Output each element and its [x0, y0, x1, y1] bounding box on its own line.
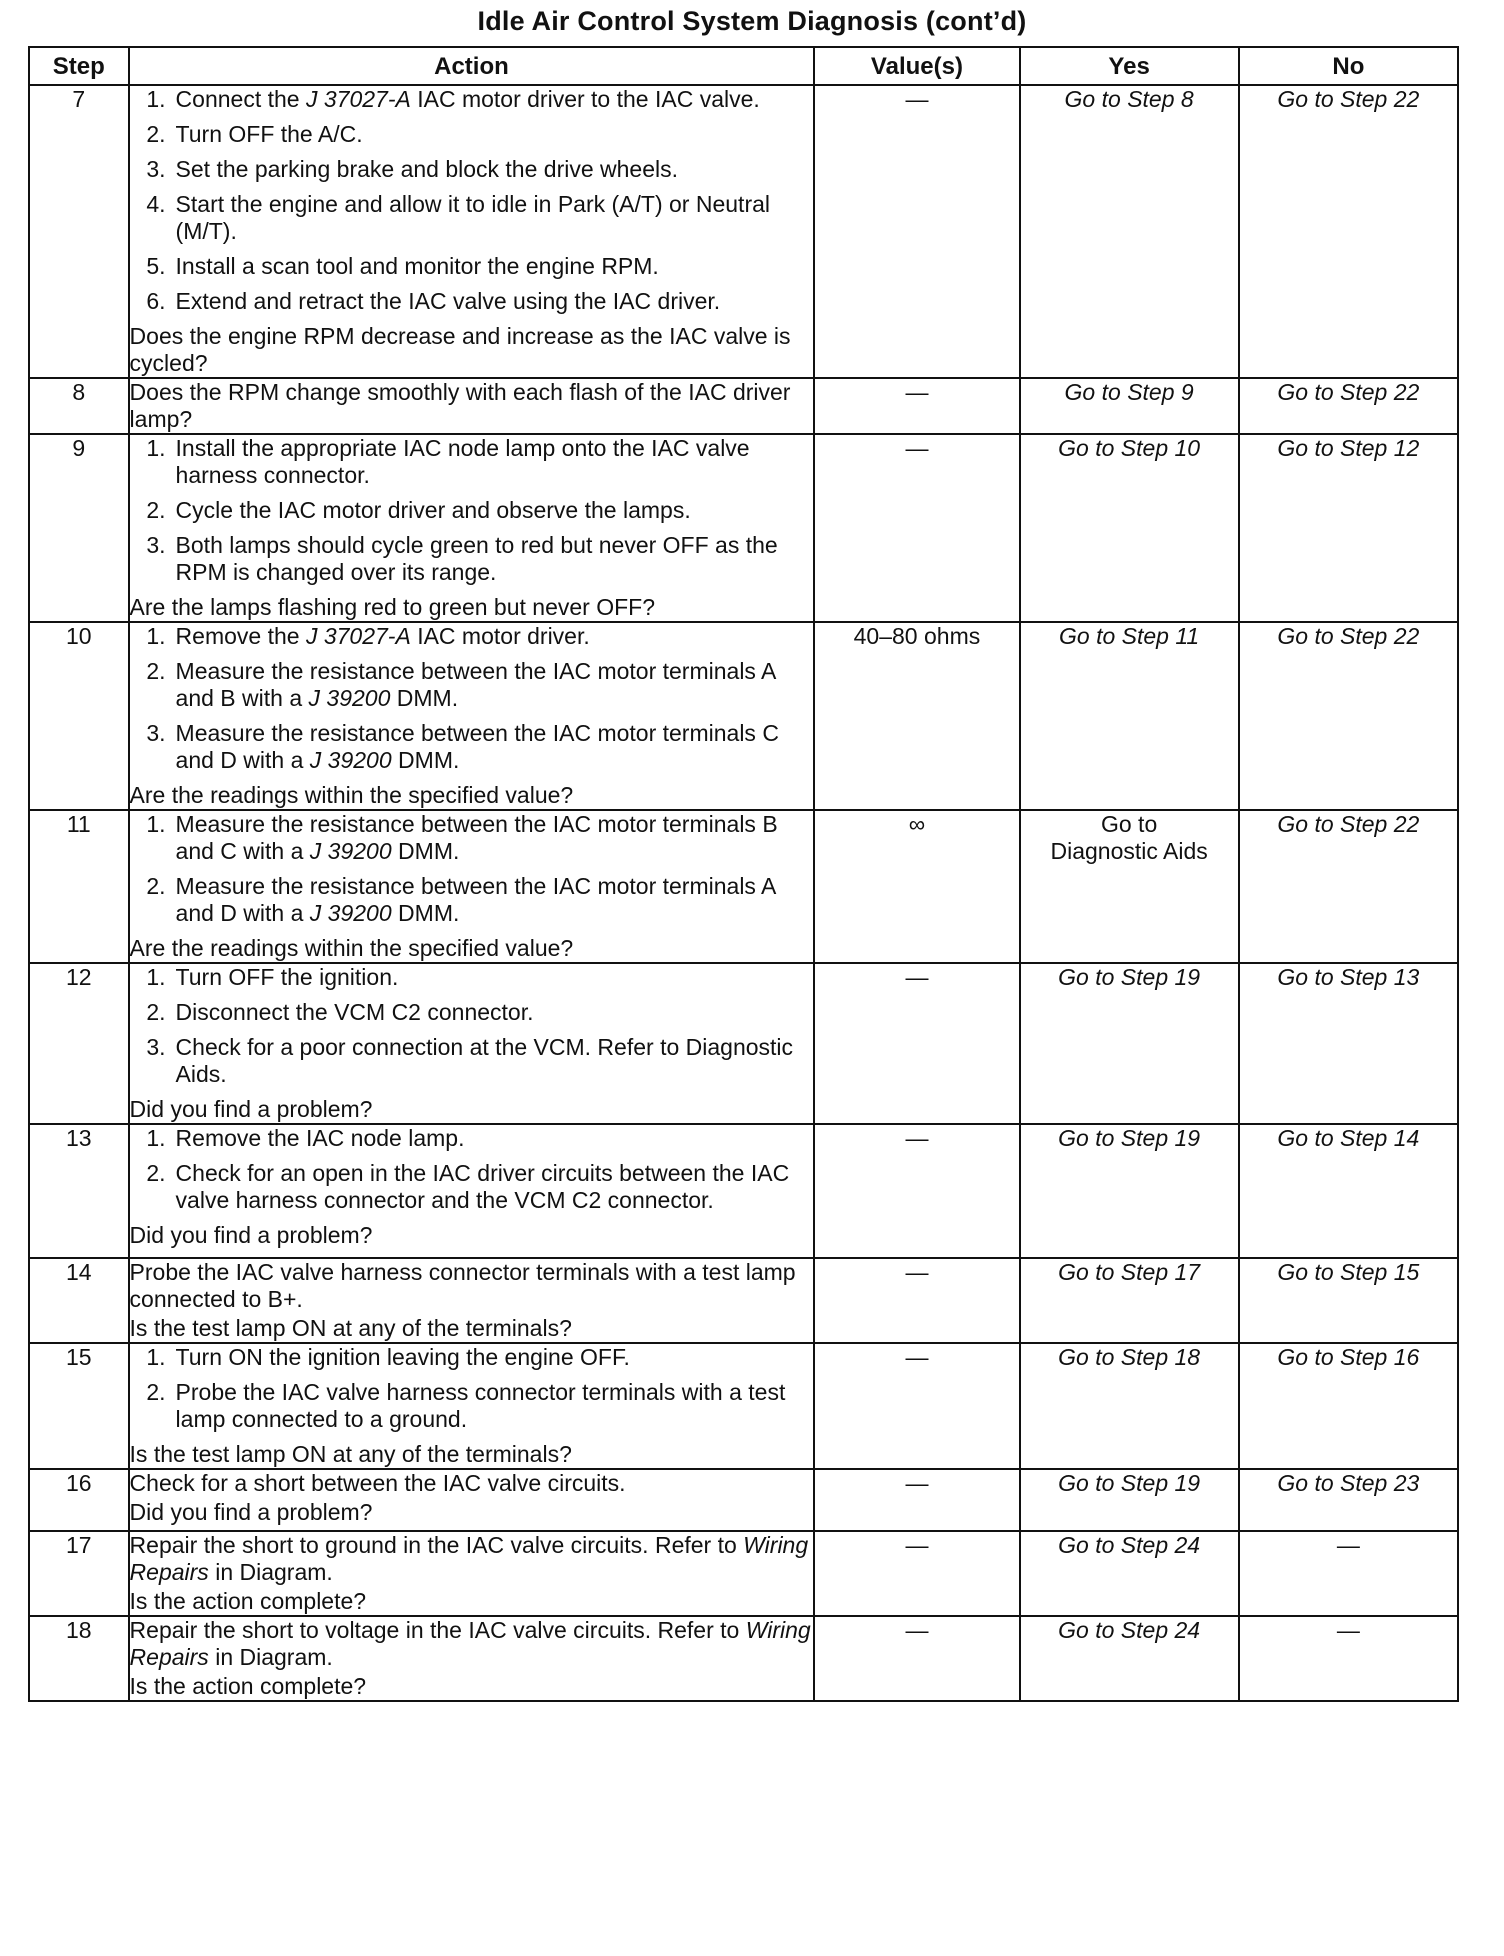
table-row	[29, 1258, 1458, 1343]
action-step-number: 1.	[146, 623, 166, 649]
step-number: 15	[29, 1343, 129, 1469]
action-step-item	[130, 532, 814, 586]
action-steps-list	[130, 1125, 814, 1214]
action-step-item	[130, 86, 814, 113]
tool-reference: J 39200	[309, 747, 392, 773]
yes-cell: Go to Step 10	[1020, 434, 1239, 622]
header-action: Action	[129, 47, 815, 85]
value-cell: —	[814, 1258, 1019, 1343]
table-row	[29, 810, 1458, 963]
action-step-item	[130, 999, 814, 1026]
action-step-number: 3.	[146, 1034, 166, 1060]
tool-reference: J 37027-A	[305, 623, 411, 649]
step-number: 11	[29, 810, 129, 963]
action-step-text: Check for a poor connection at the VCM. Refer to Diagnostic Aids.	[175, 1034, 794, 1087]
step-number: 12	[29, 963, 129, 1124]
action-step-item	[130, 811, 814, 865]
step-number: 17	[29, 1531, 129, 1616]
no-cell: Go to Step 15	[1239, 1258, 1458, 1343]
value-cell: —	[814, 1124, 1019, 1258]
value-cell: ∞	[814, 810, 1019, 963]
tool-reference: Wiring Repairs	[129, 1532, 809, 1585]
action-step-text: Turn ON the ignition leaving the engine OFF.	[175, 1344, 630, 1370]
no-cell: Go to Step 23	[1239, 1469, 1458, 1531]
no-cell: Go to Step 13	[1239, 963, 1458, 1124]
table-header-row	[29, 47, 1458, 85]
yes-cell: Go to Step 19	[1020, 1469, 1239, 1531]
action-steps-list	[130, 86, 814, 315]
action-question: Is the test lamp ON at any of the terminals?	[129, 1315, 572, 1341]
action-cell	[129, 963, 815, 1124]
yes-cell: Go to Step 24	[1020, 1531, 1239, 1616]
action-cell	[129, 1616, 815, 1701]
table-row	[29, 622, 1458, 810]
action-step-item	[130, 497, 814, 524]
action-step-item	[130, 1125, 814, 1152]
action-step-text: Measure the resistance between the IAC motor terminals A and D with a J 39200 DMM.	[175, 873, 776, 926]
action-step-number: 1.	[146, 811, 166, 837]
table-row	[29, 434, 1458, 622]
action-cell	[129, 1258, 815, 1343]
no-cell: —	[1239, 1531, 1458, 1616]
tool-reference: J 39200	[308, 685, 391, 711]
action-step-text: Check for an open in the IAC driver circuits between the IAC valve harness connector and the VCM C2 connector.	[175, 1160, 790, 1213]
step-number: 14	[29, 1258, 129, 1343]
action-step-number: 2.	[146, 1160, 166, 1186]
yes-cell: Go to Step 18	[1020, 1343, 1239, 1469]
action-step-item	[130, 1379, 814, 1433]
action-step-number: 6.	[146, 288, 166, 314]
table-row	[29, 1124, 1458, 1258]
action-question: Are the readings within the specified value?	[129, 935, 574, 961]
action-question: Is the action complete?	[129, 1588, 367, 1614]
tool-reference: Wiring Repairs	[129, 1617, 811, 1670]
action-step-number: 2.	[146, 999, 166, 1025]
value-cell: —	[814, 1616, 1019, 1701]
action-question: Did you find a problem?	[129, 1096, 373, 1122]
action-step-number: 3.	[146, 156, 166, 182]
step-number: 13	[29, 1124, 129, 1258]
action-step-item	[130, 288, 814, 315]
yes-cell: Go to Step 24	[1020, 1616, 1239, 1701]
table-row	[29, 85, 1458, 378]
action-step-text: Set the parking brake and block the drive wheels.	[175, 156, 679, 182]
yes-cell: Go to Step 17	[1020, 1258, 1239, 1343]
no-cell: Go to Step 22	[1239, 85, 1458, 378]
action-step-text: Connect the J 37027-A IAC motor driver to the IAC valve.	[175, 86, 760, 112]
action-step-item	[130, 623, 814, 650]
action-step-number: 4.	[146, 191, 166, 217]
action-step-text: Install a scan tool and monitor the engine RPM.	[175, 253, 659, 279]
action-question: Does the RPM change smoothly with each flash of the IAC driver lamp?	[129, 379, 791, 432]
table-row	[29, 1469, 1458, 1531]
table-row	[29, 1616, 1458, 1701]
action-instruction: Repair the short to voltage in the IAC valve circuits. Refer to Wiring Repairs in Diagram.	[129, 1617, 811, 1670]
action-step-number: 2.	[146, 121, 166, 147]
no-cell: Go to Step 22	[1239, 378, 1458, 434]
tool-reference: J 39200	[309, 838, 392, 864]
action-steps-list	[130, 623, 814, 774]
action-step-item	[130, 253, 814, 280]
action-step-text: Measure the resistance between the IAC motor terminals B and C with a J 39200 DMM.	[175, 811, 778, 864]
action-steps-list	[130, 811, 814, 927]
action-cell	[129, 85, 815, 378]
table-row	[29, 1343, 1458, 1469]
action-step-number: 1.	[146, 435, 166, 461]
action-step-text: Both lamps should cycle green to red but never OFF as the RPM is changed over its range.	[175, 532, 778, 585]
step-number: 10	[29, 622, 129, 810]
action-step-item	[130, 121, 814, 148]
no-cell: —	[1239, 1616, 1458, 1701]
action-steps-list	[130, 964, 814, 1088]
action-cell	[129, 622, 815, 810]
action-cell	[129, 1124, 815, 1258]
diagnosis-table	[28, 46, 1459, 1702]
action-step-number: 2.	[146, 497, 166, 523]
tool-reference: J 37027-A	[305, 86, 411, 112]
action-step-item	[130, 156, 814, 183]
yes-cell: Go to Step 11	[1020, 622, 1239, 810]
action-step-text: Measure the resistance between the IAC motor terminals A and B with a J 39200 DMM.	[175, 658, 776, 711]
header-values: Value(s)	[814, 47, 1019, 85]
action-step-text: Probe the IAC valve harness connector terminals with a test lamp connected to a ground.	[175, 1379, 786, 1432]
table-row	[29, 1531, 1458, 1616]
action-step-text: Install the appropriate IAC node lamp onto the IAC valve harness connector.	[175, 435, 750, 488]
action-step-item	[130, 658, 814, 712]
header-yes: Yes	[1020, 47, 1239, 85]
action-step-number: 1.	[146, 1125, 166, 1151]
step-number: 8	[29, 378, 129, 434]
header-no: No	[1239, 47, 1458, 85]
action-instruction: Repair the short to ground in the IAC valve circuits. Refer to Wiring Repairs in Diagram.	[129, 1532, 809, 1585]
no-cell: Go to Step 22	[1239, 810, 1458, 963]
step-number: 7	[29, 85, 129, 378]
action-steps-list	[130, 1344, 814, 1433]
tool-reference: J 39200	[309, 900, 392, 926]
action-step-item	[130, 191, 814, 245]
action-step-number: 2.	[146, 873, 166, 899]
action-step-text: Measure the resistance between the IAC motor terminals C and D with a J 39200 DMM.	[175, 720, 779, 773]
action-cell	[129, 1343, 815, 1469]
action-step-number: 2.	[146, 658, 166, 684]
table-row	[29, 378, 1458, 434]
action-cell	[129, 1469, 815, 1531]
value-cell: —	[814, 434, 1019, 622]
no-cell: Go to Step 22	[1239, 622, 1458, 810]
yes-cell: Go to Step 19	[1020, 963, 1239, 1124]
action-instruction: Check for a short between the IAC valve circuits.	[129, 1470, 626, 1496]
action-cell	[129, 810, 815, 963]
action-step-text: Remove the J 37027-A IAC motor driver.	[175, 623, 590, 649]
value-cell: —	[814, 1469, 1019, 1531]
action-question: Is the test lamp ON at any of the terminals?	[129, 1441, 572, 1467]
yes-cell: Go to Step 9	[1020, 378, 1239, 434]
action-step-item	[130, 435, 814, 489]
action-cell	[129, 378, 815, 434]
value-cell: —	[814, 378, 1019, 434]
value-cell: —	[814, 1343, 1019, 1469]
no-cell: Go to Step 14	[1239, 1124, 1458, 1258]
action-cell	[129, 434, 815, 622]
action-step-number: 1.	[146, 964, 166, 990]
action-question: Does the engine RPM decrease and increase as the IAC valve is cycled?	[129, 323, 791, 376]
action-step-text: Turn OFF the ignition.	[175, 964, 399, 990]
header-step: Step	[29, 47, 129, 85]
action-step-text: Start the engine and allow it to idle in Park (A/T) or Neutral (M/T).	[175, 191, 770, 244]
action-step-item	[130, 964, 814, 991]
value-cell: —	[814, 85, 1019, 378]
action-step-text: Remove the IAC node lamp.	[175, 1125, 465, 1151]
step-number: 18	[29, 1616, 129, 1701]
action-question: Did you find a problem?	[129, 1222, 373, 1248]
no-cell: Go to Step 12	[1239, 434, 1458, 622]
value-cell: —	[814, 1531, 1019, 1616]
action-question: Is the action complete?	[129, 1673, 367, 1699]
action-question: Are the readings within the specified value?	[129, 782, 574, 808]
action-step-number: 3.	[146, 720, 166, 746]
action-step-item	[130, 1160, 814, 1214]
action-question: Did you find a problem?	[129, 1499, 373, 1525]
value-cell: —	[814, 963, 1019, 1124]
action-step-item	[130, 1344, 814, 1371]
table-body	[29, 85, 1458, 1701]
action-step-number: 1.	[146, 1344, 166, 1370]
page-title: Idle Air Control System Diagnosis (cont’d)	[477, 6, 1027, 36]
no-cell: Go to Step 16	[1239, 1343, 1458, 1469]
action-step-number: 5.	[146, 253, 166, 279]
action-question: Are the lamps flashing red to green but never OFF?	[129, 594, 655, 620]
action-step-text: Cycle the IAC motor driver and observe the lamps.	[175, 497, 691, 523]
action-cell	[129, 1531, 815, 1616]
action-step-text: Disconnect the VCM C2 connector.	[175, 999, 534, 1025]
action-step-text: Extend and retract the IAC valve using the IAC driver.	[175, 288, 721, 314]
action-step-number: 3.	[146, 532, 166, 558]
table-row	[29, 963, 1458, 1124]
action-step-number: 2.	[146, 1379, 166, 1405]
action-step-item	[130, 1034, 814, 1088]
action-step-item	[130, 720, 814, 774]
yes-cell: Go to Diagnostic Aids	[1020, 810, 1239, 963]
action-steps-list	[130, 435, 814, 586]
step-number: 16	[29, 1469, 129, 1531]
action-step-text: Turn OFF the A/C.	[175, 121, 363, 147]
yes-cell: Go to Step 19	[1020, 1124, 1239, 1258]
action-step-number: 1.	[146, 86, 166, 112]
action-instruction: Probe the IAC valve harness connector terminals with a test lamp connected to B+.	[129, 1259, 796, 1312]
value-cell: 40–80 ohms	[814, 622, 1019, 810]
yes-cell: Go to Step 8	[1020, 85, 1239, 378]
step-number: 9	[29, 434, 129, 622]
action-step-item	[130, 873, 814, 927]
